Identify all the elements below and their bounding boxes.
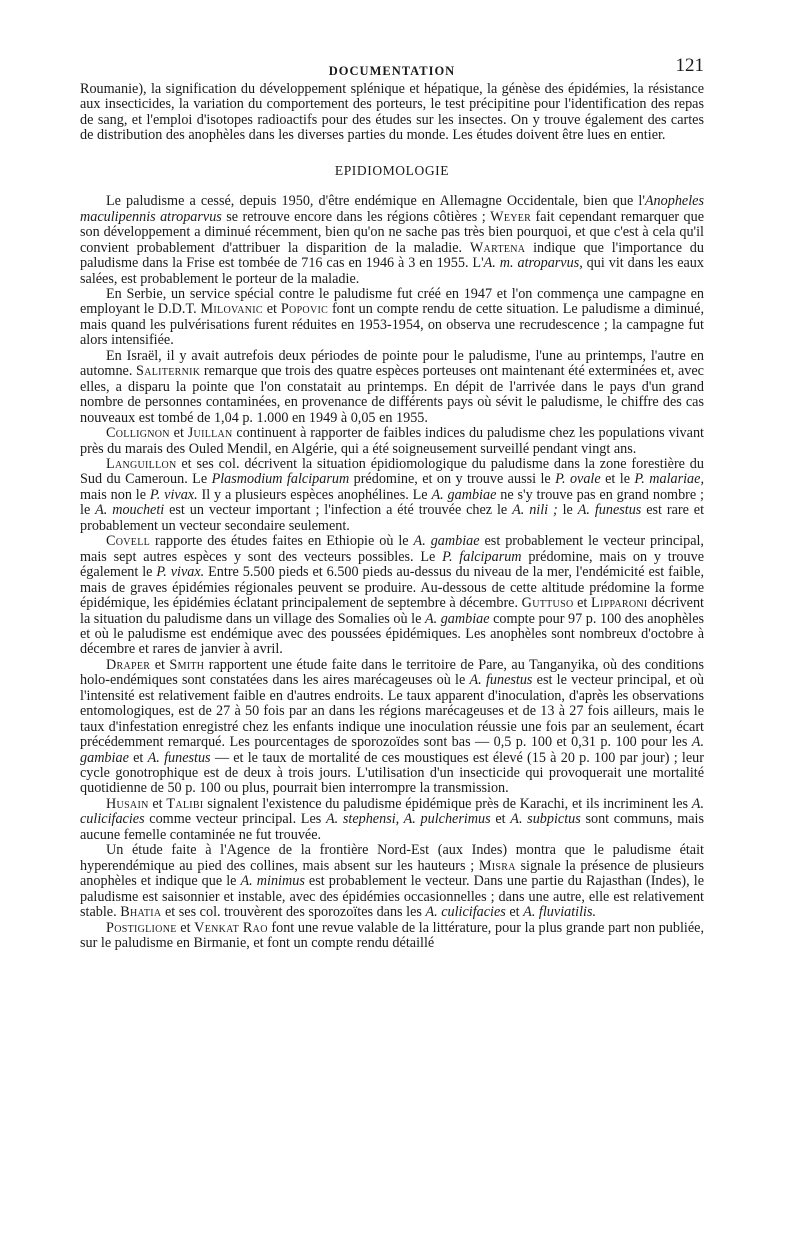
author-name: Juillan [187, 425, 233, 442]
author-name: Languillon [106, 455, 177, 472]
species-name: A. gambiae [431, 486, 497, 503]
author-name: Postiglione [106, 919, 177, 936]
paragraph-text: et le [600, 471, 635, 488]
species-name: A. funestus [577, 502, 642, 519]
page-number: 121 [675, 55, 704, 76]
page-header [80, 55, 704, 82]
paragraph-text: — et le taux de mortalité de ces moustiques est élevé (15 à 20 p. 100 par jour) ; leur cycle gonotrophique est de deux à trois jours. L'utilisation d'un insecticide qui provoquerait une mortalité quotidienne de 50 p. 100 ou plus, pourrait bien interrompre la transmission. [80, 749, 704, 797]
author-name: Misra [478, 857, 516, 874]
document-page [80, 55, 705, 952]
species-name: P. malariae, [634, 471, 704, 488]
paragraph-text: continuent à rapporter de faibles indices du paludisme chez les populations vivant près du marais des Ouled Mendil, en Algérie, qui a été soigneusement surveillé pendant vingt ans. [80, 425, 704, 457]
species-name: A. gambiae [413, 533, 480, 550]
species-name: P. vivax. [156, 564, 205, 581]
species-name: A. culicifacies [80, 795, 704, 828]
author-name: Popovic [280, 301, 329, 318]
paragraph-text: est rare et probablement un vecteur secondaire seulement. [80, 502, 705, 534]
paragraph-text: est probablement le vecteur principal, mais sept autres espèces y sont des vecteurs possibles. Le [80, 533, 704, 565]
paragraph-text: prédomine, mais on y trouve également le [80, 548, 705, 581]
paragraph-text: et ses col. trouvèrent des sporozoïtes dans les [161, 904, 426, 921]
paragraph-text: Il y a plusieurs espèces anophélines. Le [197, 486, 432, 503]
paragraph-text: remarque que trois des quatre espèces porteuses ont maintenant été exterminées et, avec elles, a disparu la pointe que l'on constatait au printemps. En dépit de l'arrivée dans le pays d'un grand nombre de personnes contaminées, en provenance de différents pays où sévit le paludisme, le chiffre des cas nouveaux est tombé de 1,04 p. 1.000 en 1949 à 0,05 en 1955. [80, 363, 704, 426]
body-paragraph [80, 287, 704, 349]
body-paragraph [80, 426, 704, 457]
species-name: A. stephensi, A. pulcherimus [325, 811, 491, 828]
paragraph-text: et [150, 656, 170, 673]
paragraph-text: est probablement le vecteur. Dans une partie du Rajasthan (Indes), le paludisme est saisonnier et instable, avec des épidémies occasionnelles ; dans une autre, elle est relativement stable. [80, 873, 704, 921]
paragraph-text: signalent l'existence du paludisme épidémique près de Karachi, et ils incriminent les [203, 795, 692, 812]
species-name: P. falciparum [442, 548, 522, 565]
author-name: Talibi [166, 795, 204, 812]
section-body [80, 194, 704, 951]
species-name: P. vivax. [149, 486, 198, 503]
species-name: A. moucheti [95, 502, 165, 519]
paragraph-text: signale la présence de plusieurs anophèles et indique que le [80, 857, 704, 890]
author-name: Wartena [469, 239, 526, 256]
species-name: Anopheles maculipennis atroparvus [80, 193, 704, 225]
paragraph-text: et [169, 425, 188, 442]
author-name: Covell [106, 533, 151, 550]
species-name: A. nili ; [512, 502, 558, 519]
author-name: Weyer [490, 208, 532, 225]
paragraph-text: prédomine, et on y trouve aussi le [349, 471, 556, 488]
paragraph-text: fait cependant remarquer que son développement a diminué récemment, bien qu'on ne sache pas très bien pourquoi, et que c'est à cela qu'il convient probablement d'attribuer la disparition de la maladie. [80, 208, 704, 256]
body-paragraph [80, 797, 704, 843]
paragraph-text: En Israël, il y avait autrefois deux périodes de pointe pour le paludisme, l'une au printemps, l'autre en automne. [80, 347, 704, 380]
paragraph-text: le [557, 502, 578, 519]
paragraph-text: comme vecteur principal. Les [144, 811, 326, 828]
species-name: A. culicifacies [425, 904, 506, 921]
paragraph-text: et [262, 301, 281, 318]
body-paragraph [80, 843, 704, 920]
paragraph-text: et [490, 811, 511, 828]
paragraph-text: Un étude faite à l'Agence de la frontière Nord-Est (aux Indes) montra que le paludisme était hyperendémique au pied des collines, mais absent sur les hauteurs ; [80, 842, 704, 874]
paragraph-text: ne s'y trouve pas en grand nombre ; le [80, 486, 704, 519]
paragraph-text: Le paludisme a cessé, depuis 1950, d'être endémique en Allemagne Occidentale, bien que l' [106, 193, 645, 210]
paragraph-text: mais non le [80, 486, 150, 503]
species-name: A. funestus [147, 749, 211, 766]
paragraph-text: est le vecteur principal, et où l'intensité est relativement faible en d'autres endroits. Le taux apparent d'inoculation, d'après les observations entomologiques, est de 27 à 50 fois par an dans les régions marécageuses et de 13 à 27 fois ailleurs, mais le taux d'infestation enregistré chez les enfants indique une inoculation réussie une fois par an seulement, écart précédemment remarqué. Les pourcentages de sporozoïdes sont bas — 0,5 p. 100 et 0,31 p. 100 pour les [80, 672, 704, 751]
paragraph-text: et [573, 595, 591, 612]
species-name: P. ovale [555, 471, 601, 488]
paragraph-text: et [505, 904, 524, 921]
author-name: Draper [106, 656, 151, 673]
body-paragraph [80, 658, 704, 797]
intro-paragraph: Roumanie), la signification du développement splénique et hépatique, la génèse des épidémies, la résistance aux insecticides, la variation du comportement des porteurs, le test précipitine pour l'identification des repas de sang, et l'emploi d'isotopes radioactifs pour des études sur les insectes. On y trouve également des cartes de distribution des anophèles dans les diverses parties du monde. Les études doivent être lues en entier. [80, 81, 704, 144]
paragraph-text: décrivent la situation du paludisme dans un village des Somalies où le [80, 595, 705, 627]
paragraph-text: compte pour 97 p. 100 des anophèles et où le paludisme est endémique avec des poussées épidémiques. Les anophèles sont nombreux d'octobre à décembre et rares de janvier à avril. [80, 610, 705, 658]
paragraph-text: font un compte rendu de cette situation. Le paludisme a diminué, mais quand les pulvérisations furent réduites en 1953-1954, on observa une recrudescence ; la campagne fut alors intensifiée. [80, 301, 704, 349]
species-name: A. gambiae [80, 734, 704, 766]
body-paragraph [80, 349, 704, 426]
author-name: Saliternik [136, 363, 201, 380]
author-name: Collignon [106, 425, 170, 442]
paragraph-text: et [176, 919, 195, 936]
paragraph-text: est un vecteur important ; l'infection a été trouvée chez le [164, 502, 513, 519]
paragraph-text: En Serbie, un service spécial contre le paludisme fut créé en 1947 et l'on commença une campagne en employant le D.D.T. [80, 285, 704, 318]
paragraph-text: sont communs, mais aucune femelle contaminée ne fut trouvée. [80, 811, 704, 843]
paragraph-text: rapporte des études faites en Ethiopie où le [150, 533, 414, 550]
body-paragraph [80, 921, 704, 952]
species-name: A. subpictus [510, 811, 581, 828]
author-name: Smith [169, 656, 205, 673]
author-name: Milovanic [200, 301, 263, 318]
paragraph-text: rapportent une étude faite dans le territoire de Pare, au Tanganyika, où des conditions holo-endémiques sont constatées dans les aires marécageuses où le [80, 656, 704, 689]
paragraph-text: et [148, 795, 167, 812]
species-name: A. m. atroparvus, [483, 255, 583, 272]
paragraph-text: et [128, 749, 148, 766]
section-heading: EPIDIOMOLOGIE [334, 162, 450, 178]
author-name: Lipparoni [591, 595, 648, 612]
species-name: A. gambiae [424, 610, 490, 627]
author-name: Venkat Rao [194, 919, 268, 936]
body-paragraph [80, 194, 704, 287]
body-paragraph [80, 534, 704, 658]
paragraph-text: et ses col. décrivent la situation épidiomologique du paludisme dans la zone forestière du Sud du Cameroun. Le [80, 455, 704, 488]
paragraph-text: Entre 5.500 pieds et 6.500 pieds au-dessus du niveau de la mer, l'endémicité est faible, mais de graves épidémies régionales peuvent se produire. Au-dessous de cette altitude prédomine la forme épidémique, les épidémies éclatant principalement de septembre à décembre. [80, 564, 705, 612]
species-name: Plasmodium falciparum [211, 471, 350, 488]
paragraph-text: qui vit dans les eaux salées, est probablement le porteur de la maladie. [80, 255, 704, 287]
running-head: DOCUMENTATION [328, 64, 456, 78]
author-name: Bhatia [120, 904, 162, 921]
paragraph-text: se retrouve encore dans les régions côtières ; [221, 208, 491, 225]
species-name: A. minimus [240, 873, 305, 890]
species-name: A. funestus [469, 672, 533, 689]
paragraph-text: font une revue valable de la littérature, pour la plus grande part non publiée, sur le paludisme en Birmanie, et font un compte rendu détaillé [80, 919, 704, 952]
author-name: Husain [106, 795, 149, 812]
paragraph-text: indique que l'importance du paludisme dans la Frise est tombée de 716 cas en 1946 à 3 en 1955. L' [80, 239, 704, 272]
species-name: A. fluviatilis. [523, 904, 597, 921]
author-name: Guttuso [521, 595, 574, 612]
body-paragraph [80, 457, 704, 534]
